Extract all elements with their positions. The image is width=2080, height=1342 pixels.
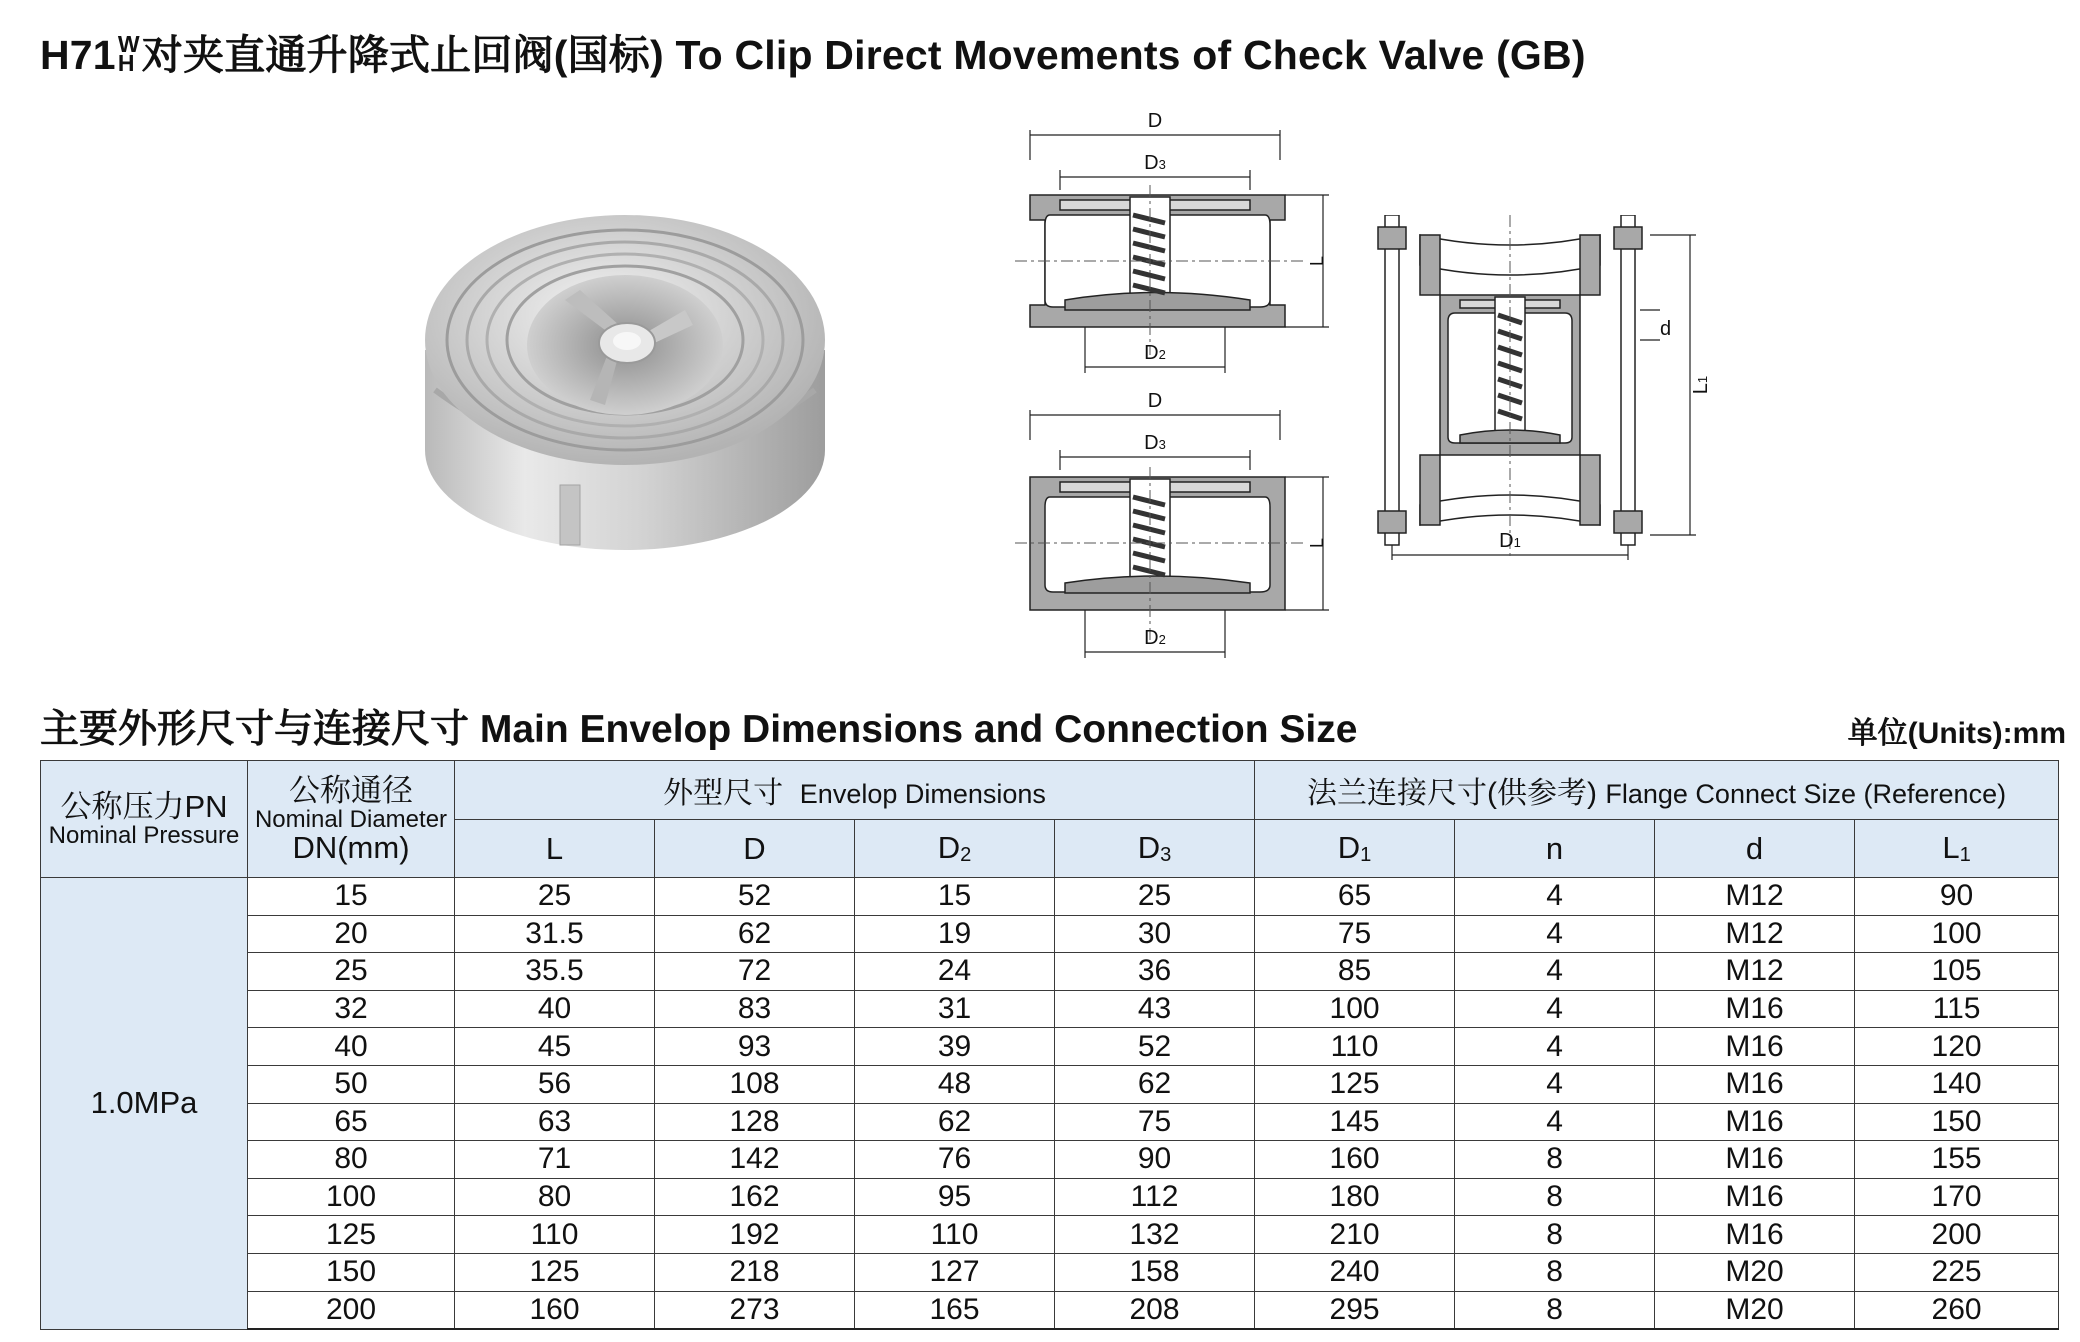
table-cell: 273 <box>655 1291 855 1329</box>
svg-text:D1 <box>1499 530 1521 552</box>
header-col-d: d <box>1655 820 1855 878</box>
header-col-D: D <box>655 820 855 878</box>
table-cell: 25 <box>248 953 455 991</box>
table-cell: 120 <box>1855 1028 2059 1066</box>
table-cell: 165 <box>855 1291 1055 1329</box>
table-cell: 127 <box>855 1253 1055 1291</box>
header-col-n: n <box>1455 820 1655 878</box>
header-col-D1-sub: 1 <box>1360 844 1372 866</box>
section-drawing-top <box>1005 105 1335 375</box>
header-col-L1-sub: 1 <box>1959 844 1971 866</box>
table-cell: 90 <box>1855 878 2059 916</box>
drawing-top-D2: D <box>1144 342 1159 364</box>
table-cell: 20 <box>248 915 455 953</box>
table-cell: 93 <box>655 1028 855 1066</box>
table-cell: 115 <box>1855 990 2059 1028</box>
table-cell: 24 <box>855 953 1055 991</box>
drawing-bottom-D3-sub: 3 <box>1158 437 1166 452</box>
svg-text:L <box>1307 256 1327 266</box>
table-cell: M16 <box>1655 1065 1855 1103</box>
table-cell: 25 <box>455 878 655 916</box>
table-cell: 62 <box>655 915 855 953</box>
header-col-D2-letter: D <box>937 829 961 865</box>
table-cell: M16 <box>1655 990 1855 1028</box>
table-cell: 8 <box>1455 1216 1655 1254</box>
model-variant-stack <box>117 31 140 77</box>
table-cell: M16 <box>1655 1028 1855 1066</box>
table-cell: 4 <box>1455 915 1655 953</box>
drawing-top-D2-sub: 2 <box>1158 347 1166 362</box>
table-cell: 52 <box>655 878 855 916</box>
header-diameter-unit: DN(mm) <box>292 829 410 865</box>
header-pressure-cn: 公称压力PN <box>60 788 228 824</box>
table-cell: 4 <box>1455 990 1655 1028</box>
table-cell: 8 <box>1455 1291 1655 1329</box>
table-body <box>41 878 2059 1330</box>
header-col-D2 <box>855 820 1055 878</box>
table-row <box>41 1103 2059 1141</box>
table-cell: 110 <box>855 1216 1055 1254</box>
table-cell: 43 <box>1055 990 1255 1028</box>
header-diameter-en: Nominal Diameter <box>254 805 448 833</box>
table-cell: 52 <box>1055 1028 1255 1066</box>
svg-text:D2 <box>1144 342 1166 364</box>
drawing-install-L1: L <box>1690 383 1712 395</box>
header-flange-en: Flange Connect Size (Reference) <box>1605 779 2007 809</box>
table-cell: 15 <box>248 878 455 916</box>
table-cell: M20 <box>1655 1253 1855 1291</box>
table-cell: 125 <box>248 1216 455 1254</box>
table-row <box>41 1253 2059 1291</box>
svg-text:L <box>1307 538 1327 548</box>
header-envelop-cn: 外型尺寸 <box>663 777 784 810</box>
svg-text:D3 <box>1144 152 1166 174</box>
section-drawing-bottom <box>1005 385 1335 660</box>
svg-text:d <box>1660 318 1671 340</box>
table-row <box>41 953 2059 991</box>
drawing-bottom-D: D <box>1147 390 1163 412</box>
header-col-L1-letter: L <box>1942 829 1960 865</box>
svg-text:D <box>1148 390 1162 412</box>
svg-text:D3 <box>1144 432 1166 454</box>
table-cell: M16 <box>1655 1178 1855 1216</box>
table-cell: 62 <box>1055 1065 1255 1103</box>
model-prefix: H71 <box>40 32 116 78</box>
table-cell: 85 <box>1255 953 1455 991</box>
table-cell: 40 <box>248 1028 455 1066</box>
header-col-D2-sub: 2 <box>960 844 972 866</box>
table-cell: M20 <box>1655 1291 1855 1329</box>
table-cell: 95 <box>855 1178 1055 1216</box>
table-cell: 65 <box>1255 878 1455 916</box>
table-cell: 4 <box>1455 953 1655 991</box>
table-cell: 160 <box>1255 1141 1455 1179</box>
drawing-top-L: L <box>1307 255 1327 267</box>
drawing-bottom-D2-sub: 2 <box>1158 632 1166 647</box>
table-cell: 83 <box>655 990 855 1028</box>
table-row <box>41 990 2059 1028</box>
table-cell: 8 <box>1455 1141 1655 1179</box>
header-flange-cn: 法兰连接尺寸(供参考) <box>1307 777 1598 810</box>
drawing-bottom-D3: D <box>1144 432 1159 454</box>
table-cell: 30 <box>1055 915 1255 953</box>
table-cell: 72 <box>655 953 855 991</box>
table-cell: 218 <box>655 1253 855 1291</box>
drawing-install-L1-sub: 1 <box>1695 375 1710 384</box>
table-cell: 100 <box>1855 915 2059 953</box>
header-col-D3 <box>1055 820 1255 878</box>
table-cell: 225 <box>1855 1253 2059 1291</box>
table-cell: 40 <box>455 990 655 1028</box>
table-cell: 50 <box>248 1065 455 1103</box>
section-title: 主要外形尺寸与连接尺寸 Main Envelop Dimensions and Connection Size <box>40 708 1358 751</box>
table-cell: 162 <box>655 1178 855 1216</box>
drawing-top-D: D <box>1147 110 1163 132</box>
table-cell: 125 <box>1255 1065 1455 1103</box>
header-col-D1-letter: D <box>1337 829 1361 865</box>
table-cell: 160 <box>455 1291 655 1329</box>
table-cell: 63 <box>455 1103 655 1141</box>
header-col-L1 <box>1855 820 2059 878</box>
table-cell: 132 <box>1055 1216 1255 1254</box>
table-cell: 145 <box>1255 1103 1455 1141</box>
table-row <box>41 1028 2059 1066</box>
table-cell: 200 <box>1855 1216 2059 1254</box>
svg-text:D2 <box>1144 627 1166 649</box>
svg-text:L1 <box>1690 376 1712 394</box>
table-cell: 200 <box>248 1291 455 1329</box>
table-cell: 140 <box>1855 1065 2059 1103</box>
table-cell: 155 <box>1855 1141 2059 1179</box>
drawing-install-D1-sub: 1 <box>1513 535 1521 550</box>
drawing-bottom-L: L <box>1307 537 1327 549</box>
drawing-install-D1: D <box>1499 530 1514 552</box>
model-variant-bottom: H <box>117 50 135 77</box>
table-cell: 15 <box>855 878 1055 916</box>
table-cell: 4 <box>1455 878 1655 916</box>
header-col-D1 <box>1255 820 1455 878</box>
title-text: 对夹直通升降式止回阀(国标) To Clip Direct Movements of Check Valve (GB) <box>141 32 1586 78</box>
table-cell: 76 <box>855 1141 1055 1179</box>
table-row <box>41 1216 2059 1254</box>
table-cell: 8 <box>1455 1178 1655 1216</box>
header-pressure <box>41 761 248 878</box>
header-flange <box>1255 761 2059 820</box>
table-cell: 100 <box>1255 990 1455 1028</box>
table-cell: 8 <box>1455 1253 1655 1291</box>
table-cell: 4 <box>1455 1065 1655 1103</box>
table-cell: 71 <box>455 1141 655 1179</box>
header-diameter-cn: 公称通径 <box>289 772 413 808</box>
table-row <box>41 915 2059 953</box>
table-cell: 35.5 <box>455 953 655 991</box>
table-cell: 108 <box>655 1065 855 1103</box>
table-cell: 19 <box>855 915 1055 953</box>
table-cell: 45 <box>455 1028 655 1066</box>
table-cell: 128 <box>655 1103 855 1141</box>
drawing-top-D3-sub: 3 <box>1158 157 1166 172</box>
header-envelop <box>455 761 1255 820</box>
drawing-install-d: d <box>1660 318 1672 340</box>
model-variant-top: W <box>117 31 140 58</box>
table-cell: 75 <box>1255 915 1455 953</box>
table-cell: 192 <box>655 1216 855 1254</box>
table-cell: 105 <box>1855 953 2059 991</box>
table-cell: M16 <box>1655 1216 1855 1254</box>
installation-drawing <box>1360 215 1740 565</box>
table-cell: 208 <box>1055 1291 1255 1329</box>
table-cell: 80 <box>455 1178 655 1216</box>
drawing-bottom-D2: D <box>1144 627 1159 649</box>
table-row <box>41 1065 2059 1103</box>
table-header-row-1 <box>41 761 2059 820</box>
table-cell: M16 <box>1655 1103 1855 1141</box>
table-cell: 75 <box>1055 1103 1255 1141</box>
table-cell: 142 <box>655 1141 855 1179</box>
header-col-D3-sub: 3 <box>1160 844 1172 866</box>
table-cell: 62 <box>855 1103 1055 1141</box>
table-cell: 39 <box>855 1028 1055 1066</box>
table-cell: 150 <box>248 1253 455 1291</box>
product-photo <box>415 200 835 585</box>
table-cell: 125 <box>455 1253 655 1291</box>
dimensions-table <box>40 760 2059 1330</box>
table-row <box>41 1178 2059 1216</box>
table-cell: 90 <box>1055 1141 1255 1179</box>
header-envelop-en: Envelop Dimensions <box>799 779 1046 809</box>
table-cell: 4 <box>1455 1103 1655 1141</box>
table-cell: 110 <box>1255 1028 1455 1066</box>
units-label: 单位(Units):mm <box>1847 717 2066 750</box>
table-cell: 25 <box>1055 878 1255 916</box>
table-cell: 295 <box>1255 1291 1455 1329</box>
table-cell: 158 <box>1055 1253 1255 1291</box>
drawing-top-D3: D <box>1144 152 1159 174</box>
table-cell: 48 <box>855 1065 1055 1103</box>
header-diameter <box>248 761 455 878</box>
pressure-cell: 1.0MPa <box>41 878 248 1330</box>
table-cell: M12 <box>1655 915 1855 953</box>
table-cell: 31 <box>855 990 1055 1028</box>
table-cell: 100 <box>248 1178 455 1216</box>
table-cell: 210 <box>1255 1216 1455 1254</box>
header-pressure-en: Nominal Pressure <box>48 821 240 849</box>
table-cell: 170 <box>1855 1178 2059 1216</box>
table-cell: 36 <box>1055 953 1255 991</box>
table-cell: 32 <box>248 990 455 1028</box>
table-cell: 80 <box>248 1141 455 1179</box>
table-cell: 110 <box>455 1216 655 1254</box>
table-cell: 260 <box>1855 1291 2059 1329</box>
table-cell: 112 <box>1055 1178 1255 1216</box>
table-row <box>41 1141 2059 1179</box>
table-cell: M12 <box>1655 878 1855 916</box>
header-col-L: L <box>455 820 655 878</box>
table-cell: 65 <box>248 1103 455 1141</box>
page-title <box>40 22 1586 81</box>
table-cell: 240 <box>1255 1253 1455 1291</box>
header-col-D3-letter: D <box>1137 829 1161 865</box>
table-cell: 180 <box>1255 1178 1455 1216</box>
table-cell: M16 <box>1655 1141 1855 1179</box>
table-cell: 4 <box>1455 1028 1655 1066</box>
table-cell: 31.5 <box>455 915 655 953</box>
table-cell: 56 <box>455 1065 655 1103</box>
table-row <box>41 1291 2059 1329</box>
table-row <box>41 878 2059 916</box>
table-cell: M12 <box>1655 953 1855 991</box>
svg-text:D <box>1148 110 1162 132</box>
table-cell: 150 <box>1855 1103 2059 1141</box>
